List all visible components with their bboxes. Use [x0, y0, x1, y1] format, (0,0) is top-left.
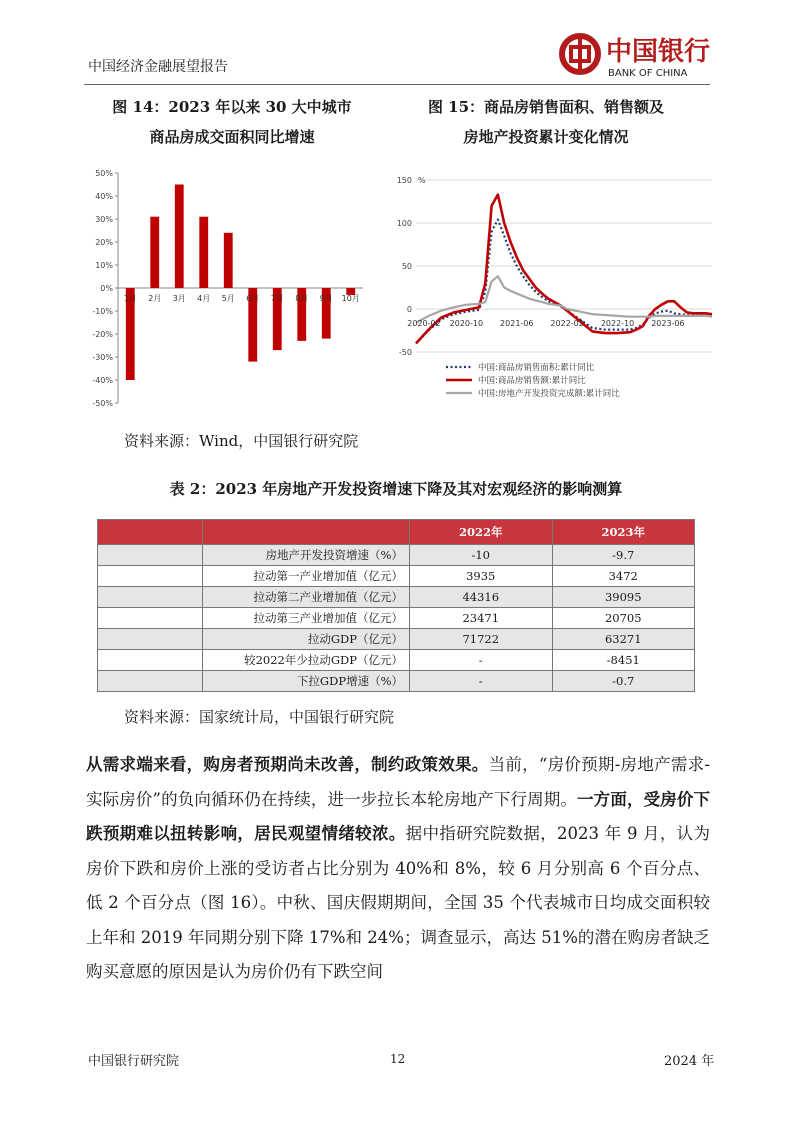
table-cell-blank	[98, 629, 203, 650]
table-header-2023: 2023年	[552, 520, 695, 545]
table-cell-2022: 23471	[410, 608, 553, 629]
body-bold-point: 一方面，受房价下跌预期难以扭转影响，居民观望情绪较浓。	[86, 789, 711, 843]
body-text-2: 据中指研究院数据，2023 年 9 月，认为房价下跌和房价上涨的受访者占比分别为 40%和 8%，较 6 月分别高 6 个百分点、低 2 个百分点（图 16）。中秋、国庆假期期间，全国 35 个代表城市日均成交面积较上年和 2019 年同期分别下降 17%和 24%；调查显示，高达 51%的潜在购房者缺乏购买意愿的原因是认为房价仍有下跌空间	[86, 824, 710, 981]
x-tick-label: 3月	[172, 294, 186, 303]
y-unit-label: %	[418, 176, 426, 185]
table-cell-2022: 44316	[410, 587, 553, 608]
footer-institution: 中国银行研究院	[88, 1054, 180, 1069]
x-tick-label: 2021-06	[500, 319, 534, 328]
table-cell-2023: 20705	[552, 608, 695, 629]
figure-source-note: 资料来源：Wind，中国银行研究院	[124, 432, 359, 450]
table-cell-2022: -	[410, 671, 553, 692]
legend-label: 中国:商品房销售面积:累计同比	[478, 363, 595, 373]
y-tick-label: -20%	[92, 330, 113, 339]
table-cell-label: 拉动GDP（亿元）	[203, 629, 410, 650]
y-tick-label: 50	[401, 262, 412, 271]
impact-table	[97, 519, 695, 692]
x-tick-label: 2月	[148, 294, 162, 303]
x-tick-label: 2022-10	[600, 319, 635, 328]
x-tick-label: 5月	[221, 294, 235, 303]
table-cell-label: 拉动第一产业增加值（亿元）	[203, 566, 410, 587]
table-row	[98, 671, 695, 692]
table-cell-2023: 63271	[552, 629, 695, 650]
table-cell-2023: 3472	[552, 566, 695, 587]
figure-14-title	[92, 92, 372, 152]
table-header-blank	[98, 520, 203, 545]
series-line	[416, 276, 712, 323]
body-bold-lead: 从需求端来看，购房者预期尚未改善，制约政策效果。	[86, 755, 489, 774]
y-tick-label: 50%	[95, 169, 113, 178]
legend-label: 中国:商品房销售额:累计同比	[478, 376, 586, 386]
table-2-title: 表 2：2023 年房地产开发投资增速下降及其对宏观经济的影响测算	[169, 480, 623, 498]
bank-of-china-logo-icon	[556, 30, 716, 82]
y-tick-label: -30%	[92, 353, 113, 362]
x-tick-label: 10月	[341, 294, 360, 303]
page-number: 12	[390, 1052, 406, 1066]
report-title: 中国经济金融展望报告	[88, 59, 228, 75]
table-row	[98, 545, 695, 566]
logo-text: 中国银行	[606, 37, 711, 67]
x-tick-label: 4月	[197, 294, 211, 303]
header-divider	[84, 84, 710, 85]
y-tick-label: -10%	[92, 307, 113, 316]
table-cell-2023: -9.7	[552, 545, 695, 566]
y-tick-label: 20%	[95, 238, 113, 247]
table-header-2022: 2022年	[410, 520, 553, 545]
table-cell-blank	[98, 608, 203, 629]
x-tick-label: 2022-02	[550, 319, 584, 328]
y-tick-label: -50	[398, 348, 412, 357]
table-cell-label: 房地产开发投资增速（%）	[203, 545, 410, 566]
table-cell-blank	[98, 671, 203, 692]
table-cell-2023: -0.7	[552, 671, 695, 692]
y-tick-label: -40%	[92, 376, 113, 385]
table-row	[98, 566, 695, 587]
y-tick-label: 0%	[100, 284, 113, 293]
figure-14-title-line2: 商品房成交面积同比增速	[149, 128, 315, 146]
figure-14-title-line1: 图 14：2023 年以来 30 大中城市	[112, 98, 352, 116]
bar	[224, 233, 233, 288]
y-tick-label: -50%	[92, 399, 113, 408]
table-cell-2023: 39095	[552, 587, 695, 608]
y-tick-label: 30%	[95, 215, 113, 224]
table-source-note: 资料来源：国家统计局，中国银行研究院	[124, 708, 395, 726]
legend-label: 中国:房地产开发投资完成额:累计同比	[478, 389, 620, 399]
x-tick-label: 1月	[123, 294, 137, 303]
bar	[150, 217, 159, 288]
table-cell-blank	[98, 587, 203, 608]
table-cell-blank	[98, 545, 203, 566]
body-text-1: 当前，“房价预期-房地产需求-实际房价”的负向循环仍在持续，进一步拉长本轮房地产下行周期。	[86, 755, 710, 809]
x-tick-label: 9月	[319, 294, 333, 303]
table-row	[98, 650, 695, 671]
y-tick-label: 10%	[95, 261, 113, 270]
table-header-row	[98, 520, 695, 545]
table-cell-label: 拉动第三产业增加值（亿元）	[203, 608, 410, 629]
table-cell-blank	[98, 566, 203, 587]
bar	[199, 217, 208, 288]
table-row	[98, 629, 695, 650]
x-tick-label: 2020-02	[407, 319, 441, 328]
x-tick-label: 2023-06	[651, 319, 685, 328]
bar-chart-figure-14	[80, 165, 380, 410]
y-tick-label: 100	[396, 219, 412, 228]
body-paragraph	[86, 748, 710, 990]
x-tick-label: 6月	[246, 294, 260, 303]
table-cell-2022: 71722	[410, 629, 553, 650]
table-cell-2022: 3935	[410, 566, 553, 587]
x-tick-label: 7月	[270, 294, 284, 303]
table-row	[98, 587, 695, 608]
table-cell-label: 较2022年少拉动GDP（亿元）	[203, 650, 410, 671]
table-cell-label: 拉动第二产业增加值（亿元）	[203, 587, 410, 608]
table-cell-2022: -	[410, 650, 553, 671]
bar	[175, 185, 184, 289]
table-cell-blank	[98, 650, 203, 671]
x-tick-label: 8月	[295, 294, 309, 303]
table-cell-label: 下拉GDP增速（%）	[203, 671, 410, 692]
logo-subtitle: BANK OF CHINA	[608, 68, 688, 79]
y-tick-label: 150	[396, 176, 412, 185]
x-tick-label: 2020-10	[449, 319, 484, 328]
footer-year: 2024 年	[664, 1054, 715, 1069]
table-header-label	[203, 520, 410, 545]
figure-15-title-line1: 图 15：商品房销售面积、销售额及	[427, 98, 665, 116]
table-cell-2023: -8451	[552, 650, 695, 671]
line-chart-figure-15	[392, 170, 722, 410]
figure-15-title	[396, 92, 696, 152]
bank-logo	[556, 30, 716, 82]
table-cell-2022: -10	[410, 545, 553, 566]
y-tick-label: 0	[406, 305, 412, 314]
y-tick-label: 40%	[95, 192, 113, 201]
table-row	[98, 608, 695, 629]
figure-15-title-line2: 房地产投资累计变化情况	[463, 128, 629, 146]
